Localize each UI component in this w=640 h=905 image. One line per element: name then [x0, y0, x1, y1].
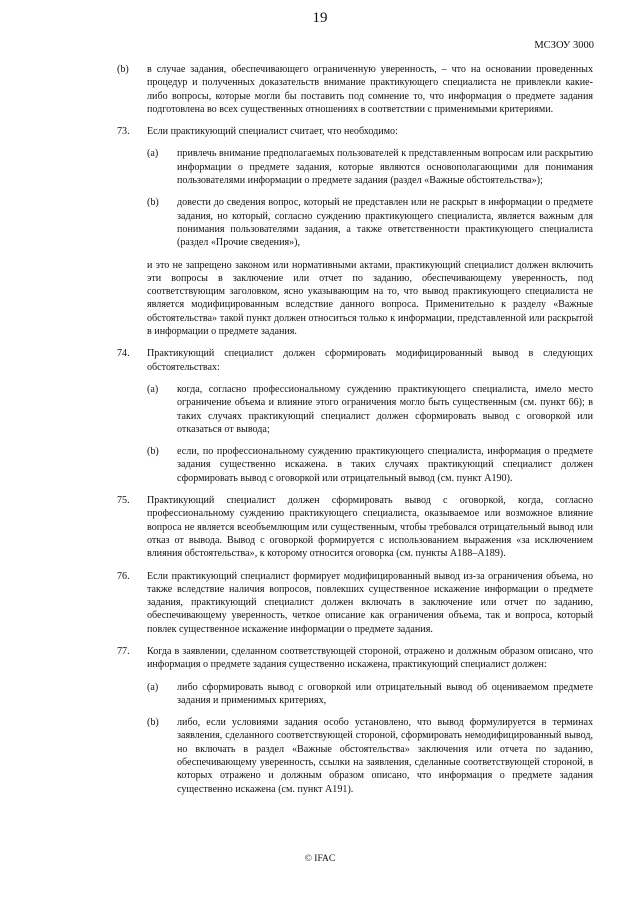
paragraph-intro: Если практикующий специалист считает, что необходимо:	[147, 126, 398, 138]
paragraph-75	[117, 494, 593, 560]
list-item	[147, 716, 593, 796]
paragraph-76	[117, 570, 593, 636]
paragraph-number: 75.	[117, 495, 130, 507]
paragraph-number: 73.	[117, 126, 130, 138]
paragraph-text: Если практикующий специалист формирует модифицированный вывод из-за ограничения объема, но также вследствие наличия вопросов, повлекших существенное искажение информации о предмете задания, практикующий специалист должен включать в заключение или отчет по заданию, обеспечивающему уверенность, четкое описание как ограничения объема, так и вопроса, который повлек существенное искажение информации о предмете задания.	[147, 570, 593, 635]
paragraph-number: 76.	[117, 570, 130, 582]
paragraph-74	[117, 347, 593, 485]
paragraph-intro: Когда в заявлении, сделанном соответствующей стороной, отражено и должным образом описано, что информация о предмете задания существенно искажена, практикующий специалист должен:	[147, 645, 593, 671]
item-label: (b)	[147, 446, 159, 458]
item-label: (a)	[147, 148, 159, 160]
list-item	[147, 383, 593, 436]
item-text: либо сформировать вывод с оговоркой или отрицательный вывод об оцениваемом предмете задания и применимых критериях,	[177, 681, 593, 706]
paragraph-number: 77.	[117, 645, 130, 657]
page-content	[117, 63, 593, 805]
item-text: когда, согласно профессиональному суждению практикующего специалиста, имело место ограничение объема и влияние этого ограничения могло быть существенным (см. пункт 66); в таких случаях практикующий специалист должен сформировать вывод с оговоркой или отказаться от вывода;	[177, 383, 593, 435]
item-label: (b)	[147, 717, 159, 729]
item-label: (a)	[147, 681, 159, 693]
list-item	[147, 445, 593, 485]
list-item	[147, 681, 593, 708]
item-text: либо, если условиями задания особо установлено, что вывод формулируется в терминах заявления, сделанного соответствующей стороной, сформировать немодифицированный вывод, но включать в раздел «Важные обстоятельства» заключения или отчета по заданию, обеспечивающему уверенность, ссылки на заявления, сделанные соответствующей стороной, в которых отражено и должным образом описано, что информация о предмете задания существенно искажена (см. пункт A191).	[177, 717, 593, 795]
paragraph-number: 74.	[117, 348, 130, 360]
item-label: (b)	[117, 64, 129, 75]
paragraph-closing: и это не запрещено законом или нормативными актами, практикующий специалист должен включить эти вопросы в заключение или отчет по заданию, обеспечивающему уверенность, под соответствующим заголовком, ясно указывающим на то, что вывод практикующего специалиста не является модифицированным вследствие данного вопроса. Применительно к разделу «Важные обстоятельства» такой пункт должен относиться только к информации, представленной или раскрытой в информации о предмете задания.	[147, 259, 593, 338]
paragraph-77	[117, 645, 593, 796]
paragraph-intro: Практикующий специалист должен сформировать модифицированный вывод в следующих обстоятельствах:	[147, 348, 593, 373]
list-item	[147, 147, 593, 187]
paragraph-text: Практикующий специалист должен сформировать вывод с оговоркой, когда, согласно профессиональному суждению практикующего специалиста, оказываемое или возможное влияние вопроса не является всеобъемлющим или существенным, чтобы требовался отрицательный вывод или отказ от вывода. Вывод с оговоркой формируется с использованием выражения «за исключением влияния обстоятельства», к которому относится оговорка (см. пункты A188–A189).	[147, 495, 593, 560]
page-number: 19	[312, 10, 328, 26]
document-code: МСЗОУ 3000	[534, 40, 594, 51]
item-text: привлечь внимание предполагаемых пользователей к представленным вопросам или раскрытию информации о предмете задания, которые являются основополагающими для понимания пользователями информации о предмете задания (раздел «Важные обстоятельства»);	[177, 148, 593, 187]
item-text: довести до сведения вопрос, который не представлен или не раскрыт в информации о предмете задания, но который, согласно суждению практикующего специалиста, является важным для понимания пользователями задания, а также ответственности практикующего специалиста (раздел «Прочие сведения»),	[177, 197, 593, 249]
footer-copyright: © IFAC	[304, 854, 336, 864]
list-item	[147, 196, 593, 249]
item-text: в случае задания, обеспечивающего ограниченную уверенность, – что на основании проведенных процедур и полученных доказательств внимание практикующего специалиста не привлекли какие-либо вопросы, которые могли бы поставить под сомнение то, что информация о предмете задания подготовлена во всех существенных отношениях в соответствии с применимыми критериями.	[147, 64, 593, 115]
item-label: (b)	[147, 197, 159, 209]
paragraph-73	[117, 125, 593, 338]
item-label: (a)	[147, 383, 159, 395]
list-item-b-continued	[117, 63, 593, 116]
item-text: если, по профессиональному суждению практикующего специалиста, информация о предмете задания существенно искажена. в таких случаях практикующий специалист должен сформировать вывод с оговоркой или отрицательный вывод (см. пункт A190).	[177, 446, 593, 484]
